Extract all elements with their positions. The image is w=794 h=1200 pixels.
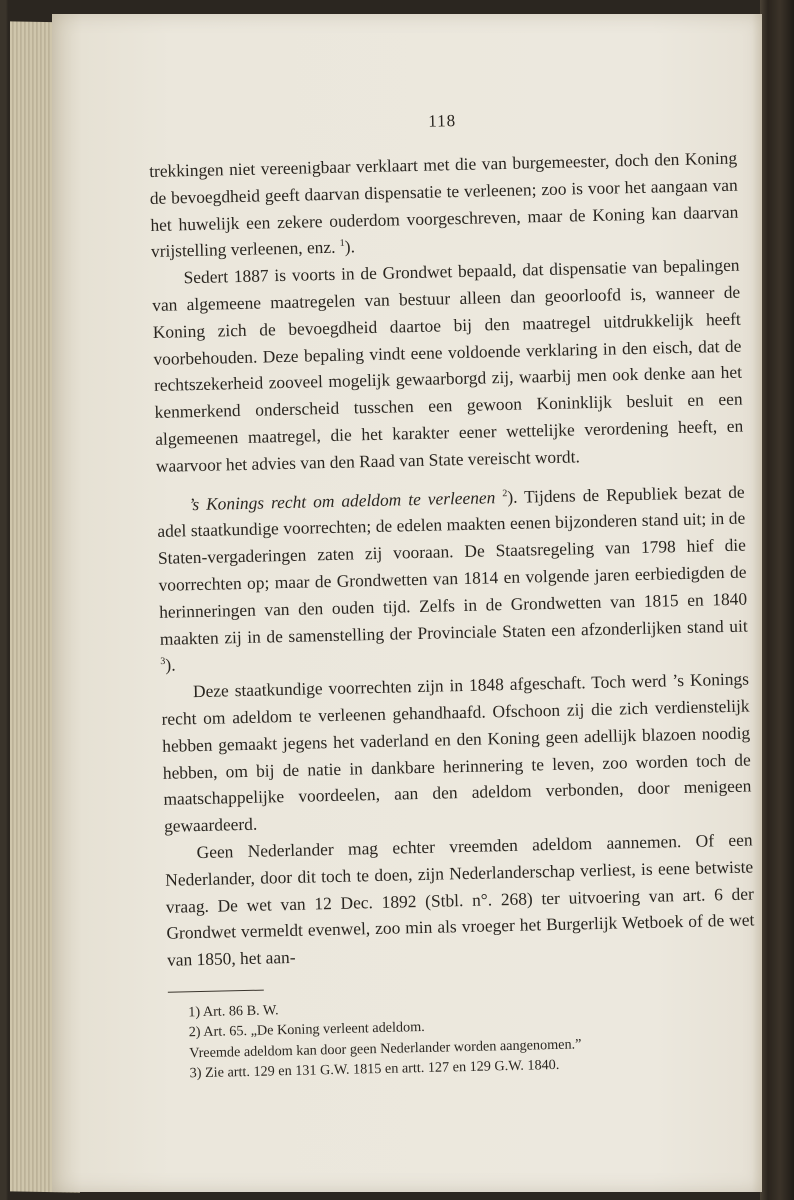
paragraph-4: Deze staatkundige voorrechten zijn in 1848 afgeschaft. Toch werd ’s Konings recht om adeldom te verleenen gehandhaafd. Ofschoon zij die zich verdienstelijk hebben gemaakt jegens het vaderland en den Koning geen adellijk blazoen noodig hebben, om bij de natie in dankbare herinnering te leven, zoo worden toch de maatschappelijke voordeelen, aan den adeldom verbonden, door menigeen gewaardeerd. bbox=[161, 668, 752, 836]
footnote-2: 2) Art. 65. „De Koning verleent adeldom. bbox=[188, 1019, 425, 1041]
paragraph-3: ’s Konings recht om adeldom te verleenen $^2$). Tijdens de Republiek bezat de adel staatkundige voorrechten; de edelen maakten eenen bijzonderen stand uit; in de Staten-vergaderingen zaten zij vooraan. De Staatsregeling van 1798 hief die voorrechten op; maar de Grondwetten van 1814 en volgende jaren eerbiedigden de herinneringen van den ouden tijd. Zelfs in de Grondwetten van 1815 en 1840 maakten zij in de samenstelling der Provinciale Staten een afzonderlijken stand uit $^3$). bbox=[157, 481, 748, 676]
footnotes bbox=[168, 989, 758, 1084]
page-text bbox=[148, 105, 758, 1085]
paragraph-1: trekkingen niet vereenigbaar verklaart met die van burgemeester, doch den Koning de bevoegdheid geeft daarvan dispensatie te verleenen; zoo is voor het aangaan van het huwelijk een zekere ouderdom voorgeschreven, maar de Koning kan daarvan vrijstelling verleenen, enz. $^1$). bbox=[148, 147, 739, 262]
section-heading-adeldom: ’s Konings recht om adeldom te verleenen bbox=[188, 486, 496, 514]
footnote-divider bbox=[168, 990, 264, 993]
page-number: 118 bbox=[427, 111, 457, 131]
footnote-ref-1: 1 bbox=[339, 238, 345, 250]
footnote-3: 3) Zie artt. 129 en 131 G.W. 1815 en artt. 127 en 129 G.W. 1840. bbox=[189, 1057, 560, 1082]
paragraph-5: Geen Nederlander mag echter vreemden adeldom aannemen. Of een Nederlander, door dit toch te doen, zijn Nederlanderschap verliest, is eene betwiste vraag. De wet van 12 Dec. 1892 (Stbl. n°. 268) ter uitvoering van art. 6 der Grondwet vermeldt evenwel, zoo min als vroeger het Burgerlijk Wetboek of de wet van 1850, het aan- bbox=[165, 829, 755, 970]
paragraph-2: Sedert 1887 is voorts in de Grondwet bepaald, dat dispensatie van bepalingen van algemeene maatregelen van bestuur alleen dan geoorloofd is, wanneer de Koning zich de bevoegdheid daartoe bij den maatregel uitdrukkelijk heeft voorbehouden. Deze bepaling vindt eene voldoende verklaring in den eisch, dat de rechtszekerheid zooveel mogelijk gewaarborgd zij, waarbij men ook denke aan het kenmerkend onderscheid tusschen een gewoon Koninklijk besluit en een algemeenen maatregel, die het karakter eener wettelijke verordening heeft, en waarvoor het advies van den Raad van State vereischt wordt. bbox=[152, 254, 744, 476]
book-cover-edge bbox=[760, 0, 794, 1200]
footnote-ref-2: 2 bbox=[502, 487, 508, 499]
footnote-2-continued: Vreemde adeldom kan door geen Nederlander worden aangenomen.” bbox=[189, 1036, 582, 1062]
footnote-1: 1) Art. 86 B. W. bbox=[188, 1002, 279, 1021]
footnote-ref-3: 3 bbox=[160, 656, 166, 668]
